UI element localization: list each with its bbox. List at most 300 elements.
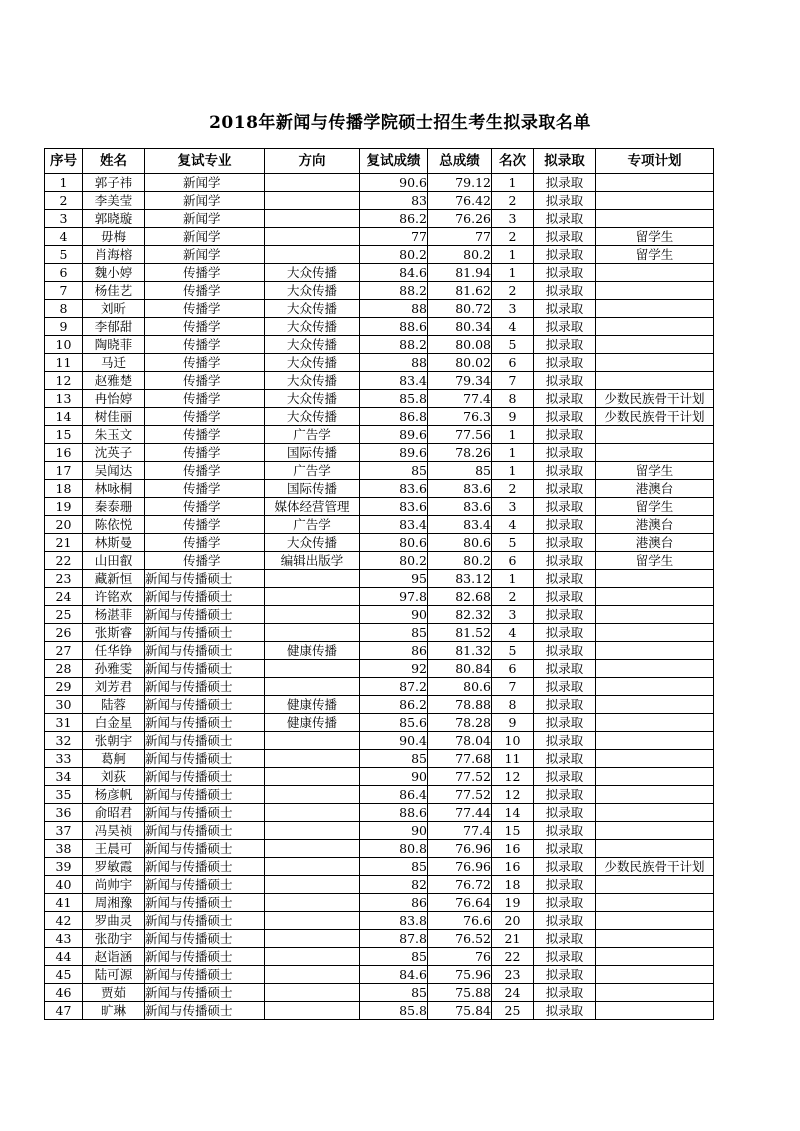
- row-number: 35: [45, 786, 83, 804]
- admission-status: 拟录取: [534, 984, 596, 1002]
- special-plan: 留学生: [596, 498, 714, 516]
- total-score: 76.3: [428, 408, 492, 426]
- retest-score: 80.2: [360, 552, 428, 570]
- admission-status: 拟录取: [534, 714, 596, 732]
- row-number: 10: [45, 336, 83, 354]
- row-number: 47: [45, 1002, 83, 1020]
- table-row: [45, 462, 714, 480]
- retest-major: 新闻与传播硕士: [145, 1002, 265, 1020]
- student-name: 张斯睿: [83, 624, 145, 642]
- retest-major: 传播学: [145, 390, 265, 408]
- retest-major: 新闻与传播硕士: [145, 930, 265, 948]
- retest-major: 传播学: [145, 318, 265, 336]
- total-score: 78.26: [428, 444, 492, 462]
- table-row: [45, 246, 714, 264]
- special-plan: [596, 840, 714, 858]
- retest-major: 新闻与传播硕士: [145, 678, 265, 696]
- direction: [265, 570, 360, 588]
- direction: [265, 1002, 360, 1020]
- admission-status: 拟录取: [534, 210, 596, 228]
- total-score: 75.96: [428, 966, 492, 984]
- total-score: 81.94: [428, 264, 492, 282]
- table-row: [45, 876, 714, 894]
- row-number: 19: [45, 498, 83, 516]
- direction: [265, 660, 360, 678]
- retest-major: 新闻与传播硕士: [145, 642, 265, 660]
- total-score: 80.34: [428, 318, 492, 336]
- student-name: 冉怡婷: [83, 390, 145, 408]
- admission-status: 拟录取: [534, 966, 596, 984]
- rank: 20: [492, 912, 534, 930]
- total-score: 76.26: [428, 210, 492, 228]
- admission-status: 拟录取: [534, 840, 596, 858]
- admission-status: 拟录取: [534, 642, 596, 660]
- direction: [265, 930, 360, 948]
- retest-major: 新闻学: [145, 228, 265, 246]
- admission-status: 拟录取: [534, 426, 596, 444]
- special-plan: [596, 318, 714, 336]
- direction: [265, 894, 360, 912]
- rank: 1: [492, 264, 534, 282]
- retest-score: 88.2: [360, 282, 428, 300]
- row-number: 2: [45, 192, 83, 210]
- direction: [265, 750, 360, 768]
- special-plan: [596, 984, 714, 1002]
- rank: 4: [492, 624, 534, 642]
- rank: 21: [492, 930, 534, 948]
- student-name: 刘昕: [83, 300, 145, 318]
- student-name: 树佳丽: [83, 408, 145, 426]
- direction: 健康传播: [265, 696, 360, 714]
- rank: 1: [492, 246, 534, 264]
- admission-status: 拟录取: [534, 912, 596, 930]
- table-row: [45, 894, 714, 912]
- retest-score: 84.6: [360, 264, 428, 282]
- retest-major: 新闻与传播硕士: [145, 858, 265, 876]
- row-number: 13: [45, 390, 83, 408]
- direction: [265, 768, 360, 786]
- total-score: 80.72: [428, 300, 492, 318]
- rank: 3: [492, 498, 534, 516]
- row-number: 37: [45, 822, 83, 840]
- student-name: 杨湛菲: [83, 606, 145, 624]
- direction: 大众传播: [265, 300, 360, 318]
- admission-status: 拟录取: [534, 336, 596, 354]
- admission-status: 拟录取: [534, 930, 596, 948]
- retest-major: 新闻与传播硕士: [145, 948, 265, 966]
- admission-status: 拟录取: [534, 696, 596, 714]
- direction: 健康传播: [265, 714, 360, 732]
- retest-score: 77: [360, 228, 428, 246]
- total-score: 80.6: [428, 534, 492, 552]
- total-score: 78.04: [428, 732, 492, 750]
- retest-score: 86.2: [360, 696, 428, 714]
- total-score: 81.52: [428, 624, 492, 642]
- total-score: 76.6: [428, 912, 492, 930]
- student-name: 孙雅雯: [83, 660, 145, 678]
- admission-status: 拟录取: [534, 174, 596, 192]
- retest-major: 新闻与传播硕士: [145, 570, 265, 588]
- total-score: 80.2: [428, 246, 492, 264]
- direction: 大众传播: [265, 282, 360, 300]
- admission-status: 拟录取: [534, 408, 596, 426]
- retest-major: 新闻学: [145, 246, 265, 264]
- total-score: 82.68: [428, 588, 492, 606]
- rank: 3: [492, 606, 534, 624]
- special-plan: [596, 282, 714, 300]
- retest-major: 新闻与传播硕士: [145, 606, 265, 624]
- table-row: [45, 534, 714, 552]
- direction: [265, 246, 360, 264]
- rank: 16: [492, 858, 534, 876]
- rank: 1: [492, 426, 534, 444]
- direction: [265, 948, 360, 966]
- admission-status: 拟录取: [534, 480, 596, 498]
- rank: 2: [492, 480, 534, 498]
- retest-major: 传播学: [145, 552, 265, 570]
- retest-score: 83.6: [360, 498, 428, 516]
- table-row: [45, 804, 714, 822]
- retest-major: 传播学: [145, 264, 265, 282]
- admission-status: 拟录取: [534, 894, 596, 912]
- row-number: 5: [45, 246, 83, 264]
- row-number: 4: [45, 228, 83, 246]
- retest-major: 新闻与传播硕士: [145, 822, 265, 840]
- direction: [265, 840, 360, 858]
- table-row: [45, 984, 714, 1002]
- direction: [265, 822, 360, 840]
- special-plan: [596, 210, 714, 228]
- retest-major: 传播学: [145, 408, 265, 426]
- row-number: 14: [45, 408, 83, 426]
- total-score: 75.88: [428, 984, 492, 1002]
- retest-score: 83: [360, 192, 428, 210]
- rank: 6: [492, 354, 534, 372]
- rank: 15: [492, 822, 534, 840]
- direction: 编辑出版学: [265, 552, 360, 570]
- retest-major: 新闻与传播硕士: [145, 714, 265, 732]
- retest-major: 新闻与传播硕士: [145, 840, 265, 858]
- header-major: 复试专业: [145, 149, 265, 174]
- admission-status: 拟录取: [534, 624, 596, 642]
- total-score: 77.52: [428, 768, 492, 786]
- total-score: 80.02: [428, 354, 492, 372]
- student-name: 罗敏霞: [83, 858, 145, 876]
- table-row: [45, 372, 714, 390]
- retest-score: 90: [360, 822, 428, 840]
- total-score: 82.32: [428, 606, 492, 624]
- total-score: 83.6: [428, 498, 492, 516]
- table-row: [45, 696, 714, 714]
- student-name: 赵诣涵: [83, 948, 145, 966]
- special-plan: [596, 750, 714, 768]
- admission-status: 拟录取: [534, 534, 596, 552]
- admission-status: 拟录取: [534, 390, 596, 408]
- admission-status: 拟录取: [534, 804, 596, 822]
- retest-score: 88: [360, 300, 428, 318]
- special-plan: [596, 264, 714, 282]
- student-name: 陆可源: [83, 966, 145, 984]
- student-name: 周湘豫: [83, 894, 145, 912]
- row-number: 15: [45, 426, 83, 444]
- direction: 大众传播: [265, 336, 360, 354]
- direction: 大众传播: [265, 354, 360, 372]
- admission-status: 拟录取: [534, 732, 596, 750]
- total-score: 80.6: [428, 678, 492, 696]
- special-plan: [596, 804, 714, 822]
- table-row: [45, 300, 714, 318]
- special-plan: [596, 714, 714, 732]
- rank: 14: [492, 804, 534, 822]
- retest-score: 90: [360, 768, 428, 786]
- retest-score: 85: [360, 462, 428, 480]
- special-plan: [596, 930, 714, 948]
- rank: 2: [492, 228, 534, 246]
- student-name: 张朝宇: [83, 732, 145, 750]
- student-name: 李郁甜: [83, 318, 145, 336]
- student-name: 陈依悦: [83, 516, 145, 534]
- student-name: 冯昊祯: [83, 822, 145, 840]
- special-plan: [596, 1002, 714, 1020]
- row-number: 25: [45, 606, 83, 624]
- retest-major: 新闻与传播硕士: [145, 750, 265, 768]
- admission-status: 拟录取: [534, 246, 596, 264]
- header-special-plan: 专项计划: [596, 149, 714, 174]
- rank: 6: [492, 552, 534, 570]
- admission-status: 拟录取: [534, 516, 596, 534]
- direction: 广告学: [265, 462, 360, 480]
- table-row: [45, 822, 714, 840]
- rank: 22: [492, 948, 534, 966]
- admission-status: 拟录取: [534, 876, 596, 894]
- row-number: 8: [45, 300, 83, 318]
- special-plan: [596, 426, 714, 444]
- retest-score: 85: [360, 948, 428, 966]
- total-score: 77.52: [428, 786, 492, 804]
- row-number: 45: [45, 966, 83, 984]
- table-row: [45, 624, 714, 642]
- student-name: 旷琳: [83, 1002, 145, 1020]
- direction: 广告学: [265, 516, 360, 534]
- admission-status: 拟录取: [534, 444, 596, 462]
- rank: 4: [492, 318, 534, 336]
- table-row: [45, 930, 714, 948]
- retest-major: 传播学: [145, 336, 265, 354]
- special-plan: [596, 624, 714, 642]
- table-row: [45, 426, 714, 444]
- retest-major: 新闻学: [145, 210, 265, 228]
- rank: 5: [492, 534, 534, 552]
- row-number: 41: [45, 894, 83, 912]
- admission-status: 拟录取: [534, 300, 596, 318]
- student-name: 刘芳君: [83, 678, 145, 696]
- table-row: [45, 552, 714, 570]
- student-name: 陆蓉: [83, 696, 145, 714]
- retest-score: 85: [360, 750, 428, 768]
- retest-major: 传播学: [145, 462, 265, 480]
- row-number: 6: [45, 264, 83, 282]
- direction: [265, 984, 360, 1002]
- table-row: [45, 840, 714, 858]
- rank: 9: [492, 408, 534, 426]
- rank: 7: [492, 372, 534, 390]
- row-number: 27: [45, 642, 83, 660]
- rank: 24: [492, 984, 534, 1002]
- table-row: [45, 408, 714, 426]
- special-plan: [596, 732, 714, 750]
- rank: 2: [492, 588, 534, 606]
- retest-score: 90.6: [360, 174, 428, 192]
- retest-score: 80.2: [360, 246, 428, 264]
- special-plan: 留学生: [596, 552, 714, 570]
- total-score: 76: [428, 948, 492, 966]
- total-score: 81.62: [428, 282, 492, 300]
- total-score: 77.56: [428, 426, 492, 444]
- direction: 广告学: [265, 426, 360, 444]
- total-score: 80.84: [428, 660, 492, 678]
- table-row: [45, 786, 714, 804]
- table-row: [45, 480, 714, 498]
- row-number: 3: [45, 210, 83, 228]
- retest-score: 87.2: [360, 678, 428, 696]
- row-number: 39: [45, 858, 83, 876]
- total-score: 76.52: [428, 930, 492, 948]
- student-name: 俞昭君: [83, 804, 145, 822]
- retest-score: 85: [360, 984, 428, 1002]
- direction: 国际传播: [265, 480, 360, 498]
- row-number: 7: [45, 282, 83, 300]
- row-number: 17: [45, 462, 83, 480]
- direction: [265, 876, 360, 894]
- table-row: [45, 228, 714, 246]
- retest-major: 新闻与传播硕士: [145, 768, 265, 786]
- admission-status: 拟录取: [534, 282, 596, 300]
- student-name: 林斯曼: [83, 534, 145, 552]
- retest-score: 92: [360, 660, 428, 678]
- admission-status: 拟录取: [534, 786, 596, 804]
- special-plan: [596, 696, 714, 714]
- table-row: [45, 1002, 714, 1020]
- table-row: [45, 570, 714, 588]
- total-score: 75.84: [428, 1002, 492, 1020]
- row-number: 28: [45, 660, 83, 678]
- direction: 大众传播: [265, 408, 360, 426]
- admission-status: 拟录取: [534, 588, 596, 606]
- student-name: 魏小婷: [83, 264, 145, 282]
- retest-major: 传播学: [145, 354, 265, 372]
- student-name: 张劭宇: [83, 930, 145, 948]
- rank: 18: [492, 876, 534, 894]
- row-number: 26: [45, 624, 83, 642]
- admission-status: 拟录取: [534, 372, 596, 390]
- header-total-score: 总成绩: [428, 149, 492, 174]
- row-number: 40: [45, 876, 83, 894]
- direction: [265, 210, 360, 228]
- table-row: [45, 768, 714, 786]
- admission-status: 拟录取: [534, 768, 596, 786]
- direction: [265, 804, 360, 822]
- special-plan: [596, 912, 714, 930]
- rank: 8: [492, 696, 534, 714]
- row-number: 24: [45, 588, 83, 606]
- rank: 11: [492, 750, 534, 768]
- direction: 大众传播: [265, 264, 360, 282]
- special-plan: [596, 678, 714, 696]
- retest-score: 83.4: [360, 516, 428, 534]
- rank: 2: [492, 282, 534, 300]
- admission-status: 拟录取: [534, 678, 596, 696]
- student-name: 葛舸: [83, 750, 145, 768]
- retest-major: 新闻与传播硕士: [145, 588, 265, 606]
- rank: 10: [492, 732, 534, 750]
- row-number: 31: [45, 714, 83, 732]
- table-header-row: [45, 149, 714, 174]
- retest-score: 89.6: [360, 444, 428, 462]
- table-row: [45, 336, 714, 354]
- total-score: 83.4: [428, 516, 492, 534]
- table-row: [45, 912, 714, 930]
- header-retest-score: 复试成绩: [360, 149, 428, 174]
- row-number: 44: [45, 948, 83, 966]
- retest-score: 82: [360, 876, 428, 894]
- student-name: 肖海榕: [83, 246, 145, 264]
- table-row: [45, 750, 714, 768]
- direction: [265, 624, 360, 642]
- total-score: 76.64: [428, 894, 492, 912]
- student-name: 贾茹: [83, 984, 145, 1002]
- retest-major: 新闻与传播硕士: [145, 894, 265, 912]
- row-number: 34: [45, 768, 83, 786]
- retest-major: 新闻与传播硕士: [145, 624, 265, 642]
- header-rank: 名次: [492, 149, 534, 174]
- row-number: 20: [45, 516, 83, 534]
- rank: 1: [492, 570, 534, 588]
- retest-major: 新闻与传播硕士: [145, 966, 265, 984]
- total-score: 76.96: [428, 858, 492, 876]
- direction: 媒体经营管理: [265, 498, 360, 516]
- student-name: 陶晓菲: [83, 336, 145, 354]
- retest-major: 传播学: [145, 282, 265, 300]
- retest-score: 85: [360, 858, 428, 876]
- total-score: 76.96: [428, 840, 492, 858]
- row-number: 23: [45, 570, 83, 588]
- special-plan: [596, 894, 714, 912]
- student-name: 马迁: [83, 354, 145, 372]
- rank: 12: [492, 768, 534, 786]
- admission-status: 拟录取: [534, 318, 596, 336]
- retest-major: 传播学: [145, 300, 265, 318]
- retest-major: 传播学: [145, 444, 265, 462]
- retest-major: 新闻与传播硕士: [145, 984, 265, 1002]
- retest-major: 新闻与传播硕士: [145, 732, 265, 750]
- table-row: [45, 714, 714, 732]
- table-row: [45, 858, 714, 876]
- student-name: 王晨可: [83, 840, 145, 858]
- total-score: 80.2: [428, 552, 492, 570]
- retest-major: 新闻与传播硕士: [145, 786, 265, 804]
- retest-major: 传播学: [145, 426, 265, 444]
- special-plan: [596, 606, 714, 624]
- header-direction: 方向: [265, 149, 360, 174]
- row-number: 18: [45, 480, 83, 498]
- retest-score: 86: [360, 642, 428, 660]
- special-plan: [596, 822, 714, 840]
- student-name: 赵雅楚: [83, 372, 145, 390]
- row-number: 38: [45, 840, 83, 858]
- direction: [265, 588, 360, 606]
- special-plan: [596, 588, 714, 606]
- student-name: 杨佳艺: [83, 282, 145, 300]
